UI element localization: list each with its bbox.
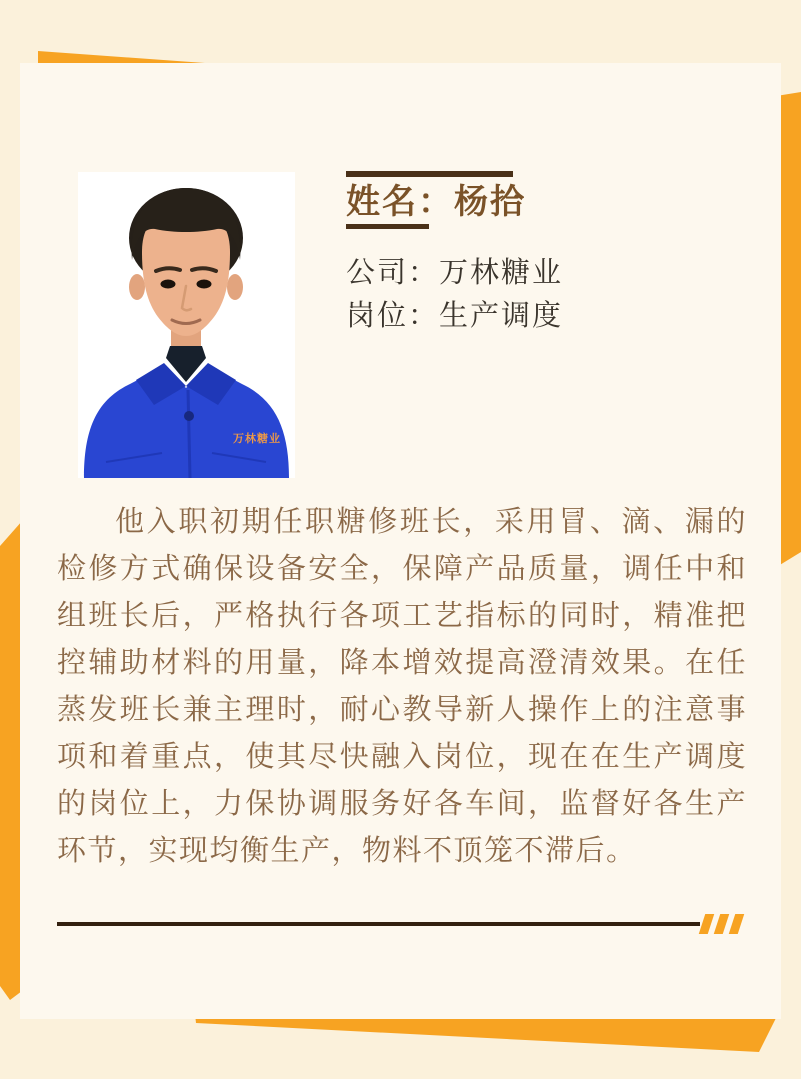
bottom-divider-line [57,922,700,926]
slash-decoration [699,914,714,934]
profile-photo [78,172,295,478]
jacket-badge-text: 万林糖业 [233,433,281,445]
slash-decoration-group [702,914,741,934]
title-top-rule [346,171,513,177]
name-title: 姓名：杨拾 [346,183,526,221]
company-line: 公司：万林糖业 [346,257,564,289]
slash-decoration [729,914,744,934]
accent-bottom-band [195,1014,778,1052]
bio-paragraph: 他入职初期任职糖修班长，采用冒、滴、漏的检修方式确保设备安全，保障产品质量，调任中和组班长后，严格执行各项工艺指标的同时，精准把控辅助材料的用量，降本增效提高澄清效果。在任蒸发班长兼主理时，耐心教导新人操作上的注意事项和着重点，使其尽快融入岗位，现在在生产调度的岗位上，力保协调服务好各车间，监督好各生产环节，实现均衡生产，物料不顶笼不滞后。 [57,506,747,867]
title-underline [346,224,429,229]
profile-card [20,63,781,1019]
portrait-illustration [78,172,295,478]
slash-decoration [714,914,729,934]
position-line: 岗位：生产调度 [346,300,564,332]
